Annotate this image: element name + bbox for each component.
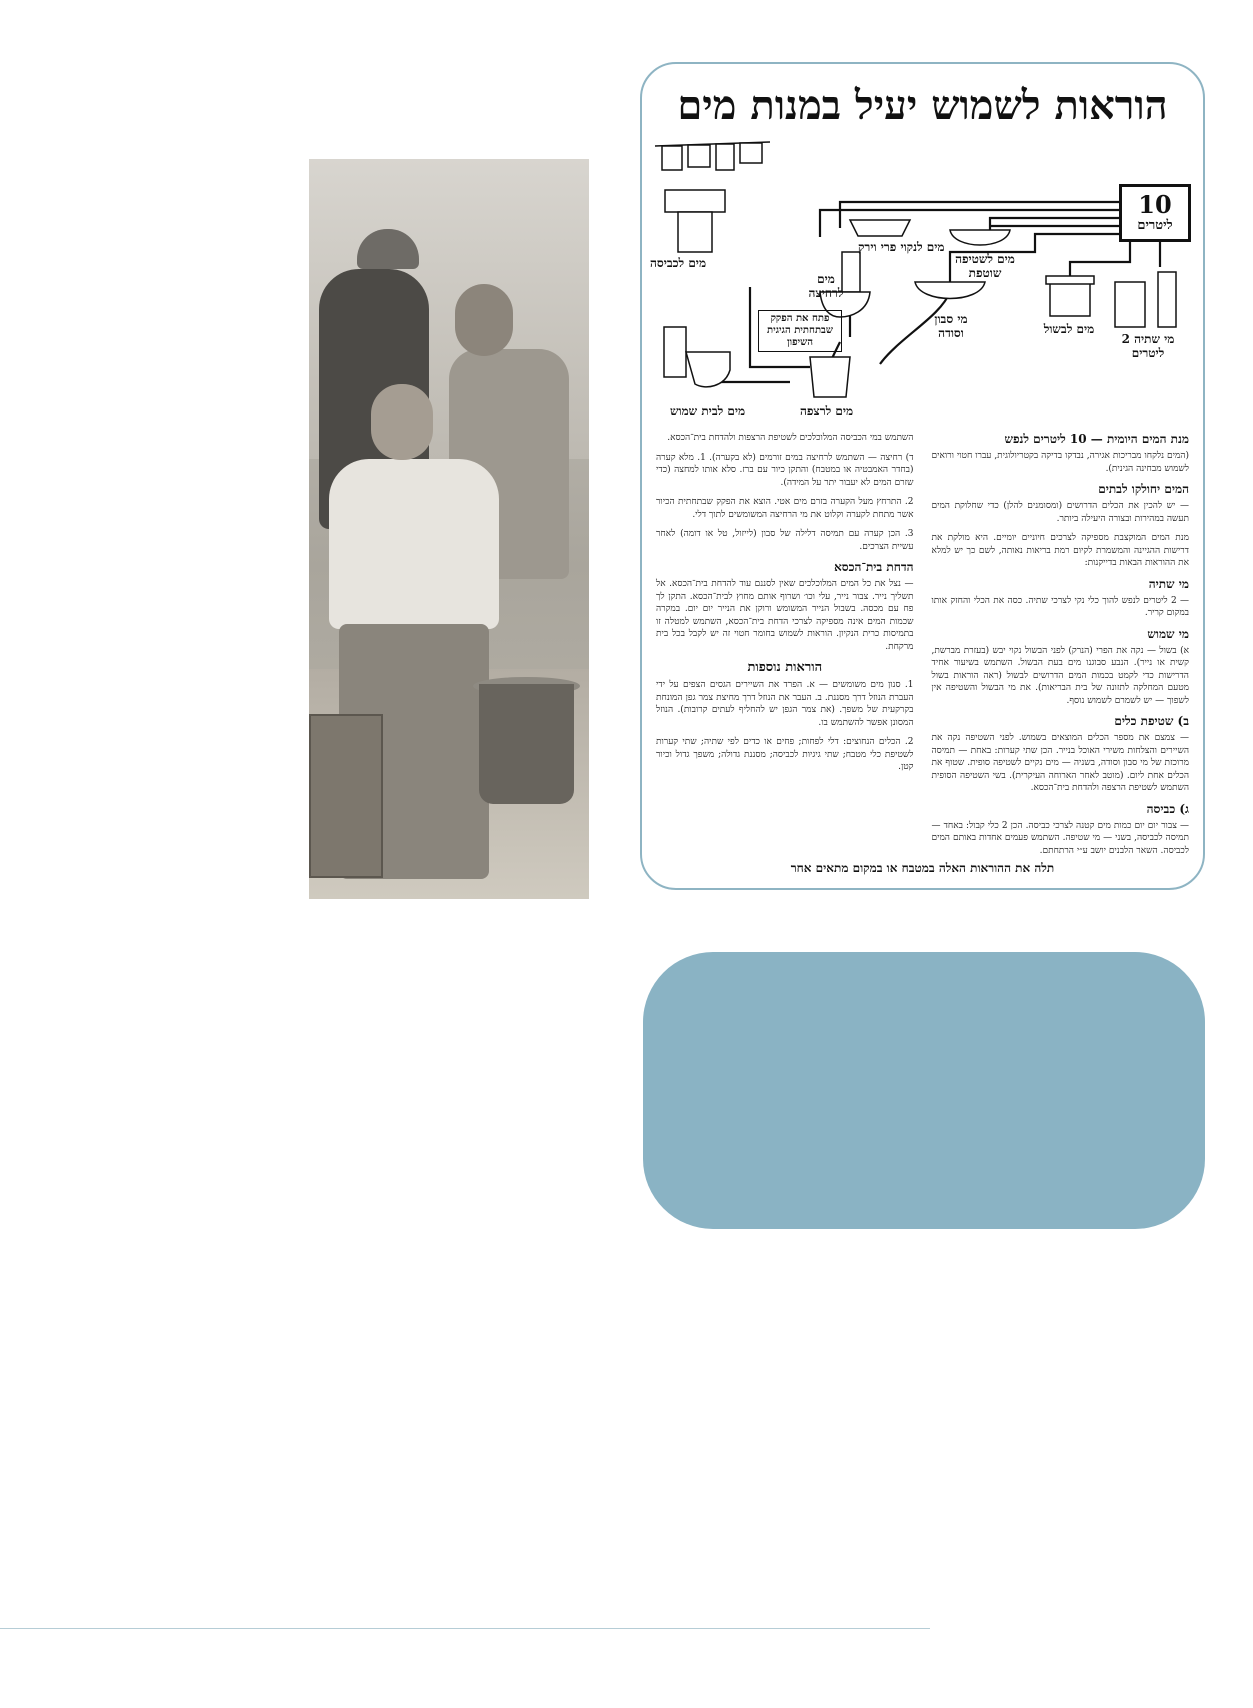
section-text: ד) רחיצה — השתמש לרחיצה במים זורמים (לא בקערה). 1. מלא קערה (בחדר האמבטיה או במטבח) והתקן כיור עם ברז. סלא אותו למחצה (כדי שזרם המים לא יעבור יתר על המידה). bbox=[656, 452, 914, 488]
section-text: 1. סנון מים משומשים — א. הפרד את השיירים הגסים הצפים על ידי העברת הנוזל דרך מסננת. ב. העבר את הנוזל דרך מחיצת צמר גפן המונחת בקרקעית של משפך. (את צמר הגפן יש להחליף לעתים קרובות). הנוזל המסונן אפשר להשתמש בו. bbox=[656, 680, 914, 728]
section-heading: מי שתיה bbox=[1148, 576, 1189, 591]
section-text: 2. הכלים הנחוצים: דלי לפחות; פחים או כדים לפי שתיה; שתי קערות לשטיפת כלי מטבח; שתי גיגיות לכביסה; מסננת גדולה; משפך גדול וכיור קטן. bbox=[656, 737, 914, 772]
photo-old-man-shirt bbox=[329, 459, 499, 629]
label-faucet-note: פתח את הפקק שבתחתית הגיגית השיפון bbox=[758, 310, 842, 352]
section-text: — נצל את כל המים המלוכלכים שאין לסננם עוד להדחת בית־הכסא. אל תשליך נייר. צבור נייר, עלי וכו׳ ושרוף אותם מחוץ לבית־הכסא. התקן לך פח עם מכסה. בשבול הנייר המשומש ורוקן את הנייר יום יום. במקרה שכמות המים אינה מספיקה לצרכי הדחת בית־הכסא, השתמש למטלה זו בתמיסות כרית הנקיון. הוראות לשמוש בחומר חטוי זה יש לקבל בכל בית מרקחת. bbox=[656, 579, 914, 652]
section-heading: מנת המים היומית — 10 ליטרים לנפש bbox=[1004, 432, 1189, 446]
diagram-lines bbox=[650, 132, 1197, 422]
daily-ration-number: 10 bbox=[1138, 190, 1172, 219]
label-toilet: מים לבית שמוש bbox=[670, 404, 746, 418]
instructions-left-column bbox=[656, 432, 914, 842]
blue-panel bbox=[643, 952, 1205, 1229]
photo-young-man-head bbox=[455, 284, 513, 356]
section-heading: הדחת בית־הכסא bbox=[834, 560, 914, 574]
photo-bucket bbox=[479, 684, 574, 804]
section-text: — 2 ליטרים לנפש להוך כלי נקי לצרכי שתיה. כסה את הכלי והחזק אותו במקום קריר. bbox=[931, 595, 1189, 618]
section-text: 2. התרחץ מעל הקערה בזרם מים אטי. הוצא את הפקק שבתחתית הכיור אשר מתחת לקערה וקלוט את מי הרחיצה המשומשים לתוך דלי. bbox=[656, 497, 914, 520]
label-laundry: מים לכביסה bbox=[650, 256, 707, 270]
section-text: — יש להכין את הכלים הדרושים (ומסומנים להלן) כדי שחלוקת המים תעשה במהירות ובצורה היעילה ביותר. bbox=[931, 501, 1189, 524]
poster-title: הוראות לשמוש יעיל במנות מים bbox=[677, 82, 1168, 129]
photo-old-man-head bbox=[371, 384, 433, 460]
section-text: השתמש במי הכביסה המלוכלכים לשטיפת הרצפות ולהדחת בית־הכסא. bbox=[667, 433, 914, 443]
label-drinking: מי שתיה 2 ליטרים bbox=[1121, 332, 1175, 360]
label-cooking: מים לבשול bbox=[1043, 322, 1095, 336]
label-floor: מים לרצפה bbox=[800, 404, 854, 418]
section-heading: ב) שטיפת כלים bbox=[1114, 714, 1189, 728]
water-instructions-poster bbox=[640, 62, 1205, 890]
instructions-right-column bbox=[931, 432, 1190, 856]
water-distribution-diagram bbox=[650, 132, 1197, 422]
section-heading: ג) כביסה bbox=[1146, 801, 1189, 816]
section-text: 3. הכן קערה עם תמיסה דלילה של סבון (לייזול, טל או דומה) לאחר עשיית הצרכים. bbox=[656, 529, 914, 552]
section-text: מנת המים המוקצבת מספיקה לצרכים חיוניים יומיים. היא מולקת את דרישות ההגיינה והמשמרת לקיום רמת בריאות נאותה, לשם כך יש למלא את ההוראות הבאות בדייקנות: bbox=[931, 533, 1189, 568]
section-text: — צבור יום יום כמות מים קטנה לצרכי כביסה. הכן 2 כלי קבול: באחד — תמיסה לכביסה, בשני — מי שטיפה. השתמש פעמים אחדות באותם המים לכביסה. השאר הלבנים יושב ע״י הרתחתם. bbox=[931, 820, 1189, 856]
label-soap: מי סבון וסודה bbox=[934, 312, 968, 340]
section-heading: המים יחולקו לבתים bbox=[1098, 482, 1189, 496]
label-fruit: מים לנקוי פרי וירק bbox=[858, 240, 945, 254]
daily-ration-unit: ליטרים bbox=[1137, 218, 1173, 233]
section-heading: הוראות נוספות bbox=[747, 660, 823, 675]
section-text: (המים נלקחו מבריכות אגירה, נבדקו בדיקה בקטריולוגית, עברו חטוי ורואים לשמוש מבחינה הגינית). bbox=[931, 451, 1189, 474]
daily-ration-box bbox=[1119, 184, 1191, 242]
section-heading: מי שמוש bbox=[1147, 626, 1189, 641]
label-washing: מים לרחיצה bbox=[808, 272, 844, 300]
photo-suitcase bbox=[309, 714, 383, 878]
archival-photo bbox=[309, 159, 589, 899]
instruction-columns bbox=[656, 432, 1189, 856]
bottom-divider bbox=[0, 1628, 930, 1629]
label-dishes: מים לשטיפה שוטפת bbox=[955, 252, 1015, 280]
poster-footer: תלה את ההוראות האלה במטבח או במקום מתאים אחר bbox=[790, 861, 1055, 875]
section-text: א) בשול — נקה את הפרי (הנרק) לפני הבשול נקוי יבש (בעזרת מברשת, קשית או נייר). הנבע סבוגנו מים בעת הבשול. השתמש בשיעור אחיד הדרישות כדי לקמט בכמות המים הדרושים לבשול (ראה הוראות בשול מטעם המחלקה לתזונה של בית הבריאות). את מי הבשול והשטיפה אין לשפוך — יש לשמרם לשמוש נוסף. bbox=[931, 645, 1189, 706]
section-text: — צמצם את מספר הכלים המוצאים בשמוש. לפני השטיפה נקה את השיירים והצלחות משירי האוכל בנייר. הכן שתי קערות: באחת — תמיסה מרוכזת של מי סבון וסודה, בשניה — מים נקיים לשטיפה סופית. שטוף את הכלים אחת ליום. (מוטב לאחר הארוחה העיקרית). בשי השטיפה הסופית השתמש לשטיפת הרצפה ולהדחת בית־הכסא. bbox=[931, 733, 1189, 793]
